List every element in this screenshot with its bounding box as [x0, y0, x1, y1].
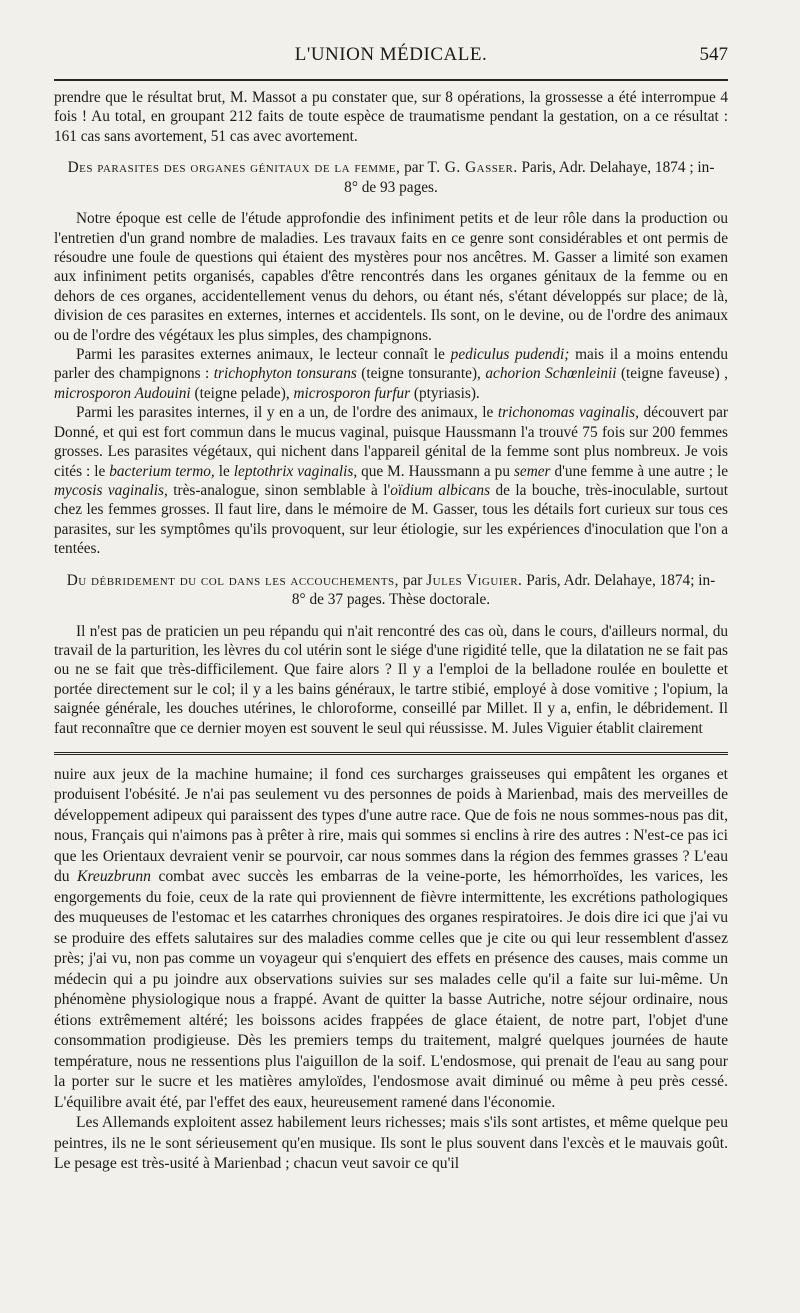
text-run: (teigne pelade), [194, 384, 290, 402]
text-run: que M. Haussmann a pu [361, 462, 510, 480]
italic-term: achorion Schœnleinii [485, 365, 617, 383]
feuilleton-paragraph-2: Les Allemands exploitent assez habilement leurs richesses; mais s'ils sont artistes, et même quelque peu peintres, ils ne le sont sérieusement qu'en musique. Ils sont le plus souvent dans l'excès et le mauvais goût. Le pesage est très-usité à Marienbad ; chacun veut savoir ce qu'il [54, 1114, 728, 1173]
italic-term: bacterium termo, [109, 462, 215, 480]
text-run: d'une femme à une autre ; le [554, 462, 729, 480]
text-run: le [218, 462, 230, 480]
italic-term: oïdium albicans [390, 481, 491, 499]
italic-term: pediculus pudendi; [450, 346, 570, 364]
header-rule [54, 79, 728, 81]
review2-body [54, 622, 728, 738]
main-text [54, 88, 728, 1175]
italic-term: leptothrix vaginalis, [233, 462, 358, 480]
text-run: (teigne tonsurante), [361, 365, 481, 383]
text-run: Parmi les parasites internes, il y en a un, de l'ordre des animaux, le [76, 404, 494, 422]
review1-body [54, 209, 728, 558]
page-number: 547 [699, 44, 728, 65]
intro-paragraph: prendre que le résultat brut, M. Massot a pu constater que, sur 8 opérations, la grossesse a été interrompue 4 fois ! Au total, en groupant 212 faits de toute espèce de traumatisme pendant la gestation, on a ce résultat : 161 cas sans avortement, 51 cas avec avortement. [54, 89, 728, 145]
text-run: (ptyriasis). [413, 384, 480, 402]
review2-publisher: Paris, Adr. Delahaye, 1874; in-8° de 37 pages. Thèse doctorale. [291, 571, 716, 609]
italic-term: mycosis vaginalis, [54, 481, 168, 499]
review2-paragraph-1: Il n'est pas de praticien un peu répandu qui n'ait rencontré des cas où, dans le cours, d'ailleurs normal, du travail de la parturition, les lèvres du col utérin sont le siége d'une rigidité telle, que la dilatation ne se fait pas ou ne se fait que très-difficilement. Que faire alors ? Il y a l'emploi de la belladone roulée en boulette et portée directement sur le col; il y a les bains généraux, le tartre stibié, employé à dose vomitive ; l'opium, la saignée générale, les douches utérines, le chloroforme, conseillé par Millet. Il y a, enfin, le débridement. Il faut reconnaître que ce dernier moyen est souvent le seul qui réussisse. M. Jules Viguier établit clairement [54, 622, 728, 737]
review1-paragraph-2 [54, 345, 728, 403]
text-run: combat avec succès les embarras de la veine-porte, les hémorrhoïdes, les varices, les engorgements du foie, ceux de la rate qui proviennent de fièvre intermittente, les excrétions pathologiques des muqueuses de l'estomac et les catarrhes chroniques des organes respiratoires. Je dois dire ici que j'ai vu se produire des effets salutaires sur des maladies comme celles que je cite ou qui leur ressemblent d'assez près; j'ai vu, non pas comme un voyageur qui s'enquiert des effets en présence des causes, mais comme un médecin qui a pu joindre aux observations suivies sur ses malades celle qu'il a faite sur lui-même. Un phénomène physiologique nous a frappé. Avant de quitter la basse Autriche, notre séjour ordinaire, nous étions extrêmement altéré; les boissons acides frappées de glace étaient, de notre part, l'objet d'une consommation prodigieuse. Dès les premiers temps du traitement, malgré quelques journées de haute température, nous ne ressentions plus l'aiguillon de la soif. L'endosmose, qui prenait de l'eau au sang pour la porter sur le sucre et les matières amyloïdes, l'endosmose avait diminué ou même à peu près cessé. L'équilibre avait été, par l'effet des eaux, heureusement ramené dans l'économie. [54, 868, 728, 1111]
text-run: (teigne faveuse) , [620, 365, 729, 383]
italic-term: microsporon Audouini [54, 384, 191, 402]
text-run: de la bouche, très-inoculable, surtout chez les femmes grosses. Il faut lire, dans le mémoire de M. Gasser, tous les détails fort curieux sur tous ces parasites, sur les symptômes qu'ils provoquent, sur leur étiologie, sur les expériences d'inoculation que l'on a tentées. [54, 481, 728, 558]
text-run: Parmi les parasites externes animaux, le lecteur connaît le [76, 346, 445, 364]
italic-term: trichonomas vaginalis, [497, 404, 639, 422]
journal-title: L'UNION MÉDICALE. [294, 44, 488, 65]
running-header [54, 44, 728, 74]
feuilleton-text [54, 765, 728, 1175]
text-run: nuire aux jeux de la machine humaine; il fond ces surcharges graisseuses qui empâtent les organes et produisent l'obésité. Je n'ai pas seulement vu des personnes de poids à Marienbad, mais des merveilles de développement adipeux qui paraissent des types d'une autre race. Que de fois ne nous sommes-nous pas dit, nous, Français qui n'aimons pas à prêter à rire, mais qui sommes si enclins à rire des autres : N'est-ce pas ici que les Orientaux devraient venir se pourvoir, car nous sommes dans la région des femmes grasses ? L'eau du [54, 765, 728, 886]
feuilleton-paragraph-1 [54, 765, 728, 1114]
review2-by: par [402, 571, 423, 589]
text-run: découvert par Donné, et qui est fort commun dans le mucus vaginal, puisque Haussmann l'a trouvé 75 fois sur 200 femmes grosses. Les parasites végétaux, qui nichent dans l'appareil génital de la femme sont plus nombreux. Je vois cités : le [54, 404, 728, 480]
italic-term: microsporon furfur [293, 384, 411, 402]
review1-heading [54, 158, 728, 197]
review1-title: Des parasites des organes génitaux de la femme, [67, 159, 401, 177]
review1-by: par [404, 159, 424, 177]
review1-publisher: Paris, Adr. Delahaye, 1874 ; in-8° de 93 pages. [344, 159, 715, 196]
review2-author: Jules Viguier. [426, 571, 523, 589]
review1-author: T. G. Gasser. [427, 159, 518, 177]
text-run: très-analogue, sinon semblable à l' [173, 481, 391, 499]
review2-title: Du débridement du col dans les accouchements, [66, 571, 400, 589]
review1-paragraph-3 [54, 403, 728, 558]
italic-term: trichophyton tonsurans [213, 365, 357, 383]
feuilleton-separator [54, 752, 728, 755]
italic-term: Kreuzbrunn [77, 868, 151, 886]
review1-paragraph-1: Notre époque est celle de l'étude approfondie des infiniment petits et de leur rôle dans la production ou l'entretien d'un grand nombre de maladies. Les travaux faits en ce genre sont considérables et ont permis de résoudre une foule de questions qui étaient des mystères pour nos ancêtres. M. Gasser a limité son examen aux infiniment petits organisés, capables d'être rencontrés dans les organes génitaux de la femme ou en dehors de ces organes, accidentellement venus du dehors, ou étant nés, s'étant développés sur place; de là, division de ces parasites en externes, internes et accidentels. Ils sont, on le devine, ou de l'ordre des animaux ou de l'ordre des végétaux les plus simples, des champignons. [54, 210, 728, 344]
review2-heading [54, 571, 728, 610]
text-run: mais il a moins entendu parler des champignons : [54, 346, 728, 383]
italic-term: semer [513, 462, 551, 480]
